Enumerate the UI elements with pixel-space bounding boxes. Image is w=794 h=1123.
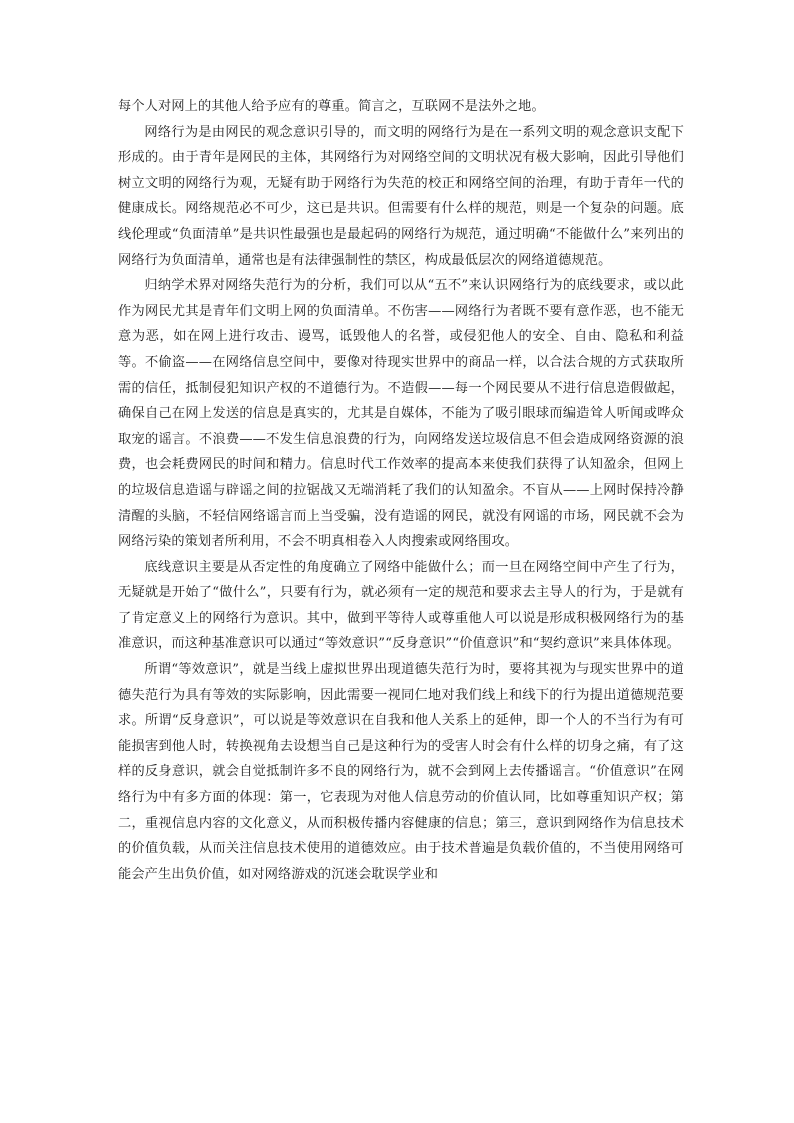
document-body [118, 94, 684, 887]
paragraph-5: 所谓“等效意识”，就是当线上虚拟世界出现道德失范行为时，要将其视为与现实世界中的道德失范行为具有等效的实际影响，因此需要一视同仁地对我们线上和线下的行为提出道德规范要求。所谓“反身意识”，可以说是等效意识在自我和他人关系上的延伸，即一个人的不当行为有可能损害到他人时，转换视角去设想当自己是这种行为的受害人时会有什么样的切身之痛，有了这样的反身意识，就会自觉抵制许多不良的网络行为，就不会到网上去传播谣言。“价值意识”在网络行为中有多方面的体现：第一，它表现为对他人信息劳动的价值认同，比如尊重知识产权；第二，重视信息内容的文化意义，从而积极传播内容健康的信息；第三，意识到网络作为信息技术的价值负载，从而关注信息技术使用的道德效应。由于技术普遍是负载价值的，不当使用网络可能会产生出负价值，如对网络游戏的沉迷会耽误学业和 [118, 662, 684, 882]
paragraph-1: 每个人对网上的其他人给予应有的尊重。简言之，互联网不是法外之地。 [118, 99, 545, 114]
paragraph-3: 归纳学术界对网络失范行为的分析，我们可以从“五不”来认识网络行为的底线要求，或以此作为网民尤其是青年们文明上网的负面清单。不伤害——网络行为者既不要有意作恶，也不能无意为恶，如在网上进行攻击、谩骂，诋毁他人的名誉，或侵犯他人的安全、自由、隐私和利益等。不偷盗——在网络信息空间中，要像对待现实世界中的商品一样，以合法合规的方式获取所需的信任，抵制侵犯知识产权的不道德行为。不造假——每一个网民要从不进行信息造假做起，确保自己在网上发送的信息是真实的，尤其是自媒体，不能为了吸引眼球而编造耸人听闻或哗众取宠的谣言。不浪费——不发生信息浪费的行为，向网络发送垃圾信息不但会造成网络资源的浪费，也会耗费网民的时间和精力。信息时代工作效率的提高本来使我们获得了认知盈余，但网上的垃圾信息造谣与辟谣之间的拉锯战又无端消耗了我们的认知盈余。不盲从——上网时保持冷静清醒的头脑，不轻信网络谣言而上当受骗，没有造谣的网民，就没有网谣的市场，网民就不会为网络污染的策划者所利用，不会不明真相卷入人肉搜索或网络围攻。 [118, 278, 684, 550]
paragraph-2: 网络行为是由网民的观念意识引导的，而文明的网络行为是在一系列文明的观念意识支配下形成的。由于青年是网民的主体，其网络行为对网络空间的文明状况有极大影响，因此引导他们树立文明的网络行为观，无疑有助于网络行为失范的校正和网络空间的治理，有助于青年一代的健康成长。网络规范必不可少，这已是共识。但需要有什么样的规范，则是一个复杂的问题。底线伦理或“负面清单”是共识性最强也是最起码的网络行为规范，通过明确“不能做什么”来列出的网络行为负面清单，通常也是有法律强制性的禁区，构成最低层次的网络道德规范。 [118, 124, 684, 268]
paragraph-4: 底线意识主要是从否定性的角度确立了网络中能做什么；而一旦在网络空间中产生了行为，无疑就是开始了“做什么”，只要有行为，就必须有一定的规范和要求去主导人的行为，于是就有了肯定意义上的网络行为意识。其中，做到平等待人或尊重他人可以说是形成积极网络行为的基准意识，而这种基准意识可以通过“等效意识”“反身意识”“价值意识”和“契约意识”来具体体现。 [118, 559, 684, 652]
